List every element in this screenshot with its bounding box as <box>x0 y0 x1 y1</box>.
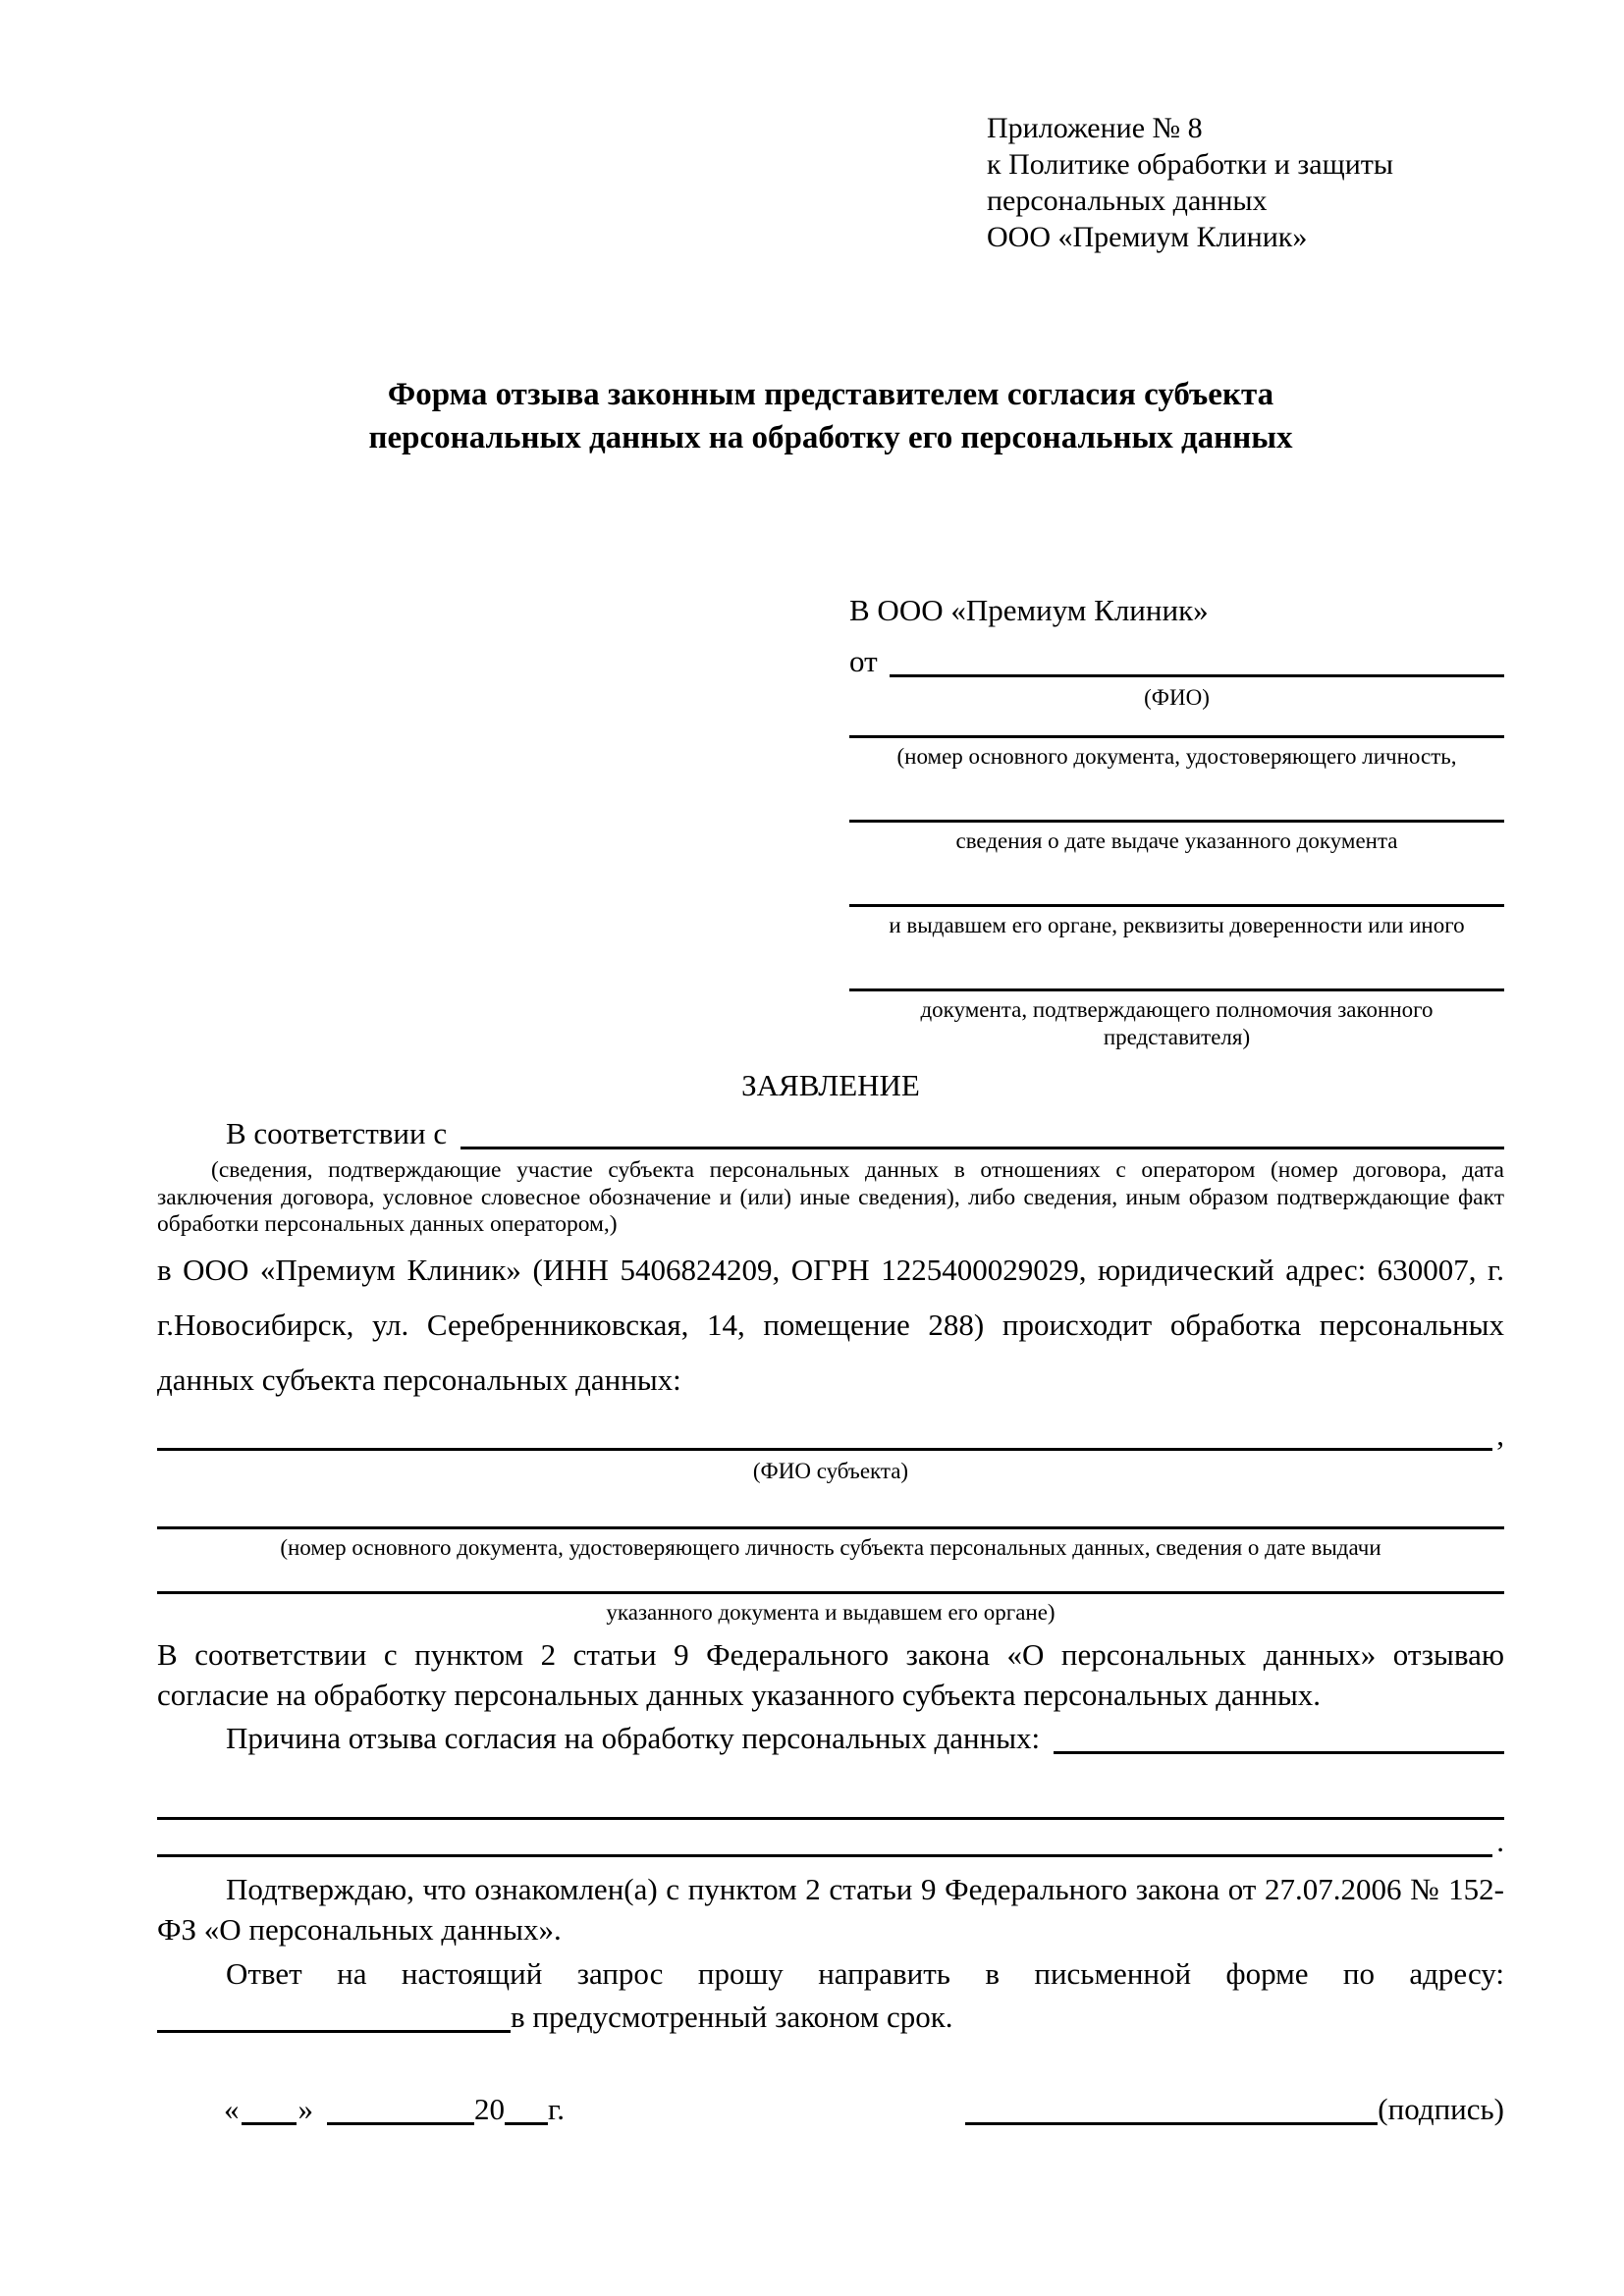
address-blank <box>157 2000 511 2033</box>
withdrawal-paragraph: В соответствии с пунктом 2 статьи 9 Федерального закона «О персональных данных» отзываю согласие на обработку персональных данных указанного субъекта персональных данных. <box>157 1636 1504 1712</box>
reason-label: Причина отзыва согласия на обработку персональных данных: <box>226 1720 1041 1755</box>
year-prefix: 20 <box>474 2091 505 2126</box>
appendix-note-line: персональных данных <box>987 185 1268 217</box>
confirmation-paragraph: Подтверждаю, что ознакомлен(а) с пунктом 2 статьи 9 Федерального закона от 27.07.2006 № 152-ФЗ «О персональных данных». <box>157 1871 1504 1947</box>
reason-blank <box>1054 1721 1504 1754</box>
intro-caption: (сведения, подтверждающие участие субъекта персональных данных в отношениях с оператором (номер договора, дата заключения договора, условное словесное обозначение и (или) иные сведения), либо сведения, иным образом подтверждающие факт обработки персональных данных оператором,) <box>157 1157 1504 1237</box>
intro-line <box>157 1116 1504 1151</box>
period-text: . <box>1496 1823 1504 1858</box>
field-caption: и выдавшем его органе, реквизиты доверенности или иного <box>889 913 1465 937</box>
reply-intro: Ответ на настоящий запрос прошу направить в письменной форме по адресу: <box>226 1955 1504 1991</box>
reason-continuation-blank <box>157 1817 1504 1820</box>
reply-address-line <box>157 2000 1504 2035</box>
subject-fio-caption: (ФИО субъекта) <box>752 1458 909 1483</box>
reason-line <box>157 1721 1504 1756</box>
reason-continuation-blank-2 <box>157 1824 1492 1857</box>
subject-fio-blank <box>157 1417 1492 1451</box>
appendix-note-line: к Политике обработки и защиты <box>987 148 1394 181</box>
signature-line <box>965 2092 1504 2127</box>
signature-blank <box>965 2092 1378 2125</box>
operator-paragraph: в ООО «Премиум Клиник» (ИНН 5406824209, ОГРН 1225400029029, юридический адрес: 630007, г. г.Новосибирск, ул. Серебренниковская, 14, помещение 288) происходит обработка персональных данных субъекта персональных данных: <box>157 1252 1504 1397</box>
date-signature-row <box>157 2092 1504 2127</box>
statement-heading: ЗАЯВЛЕНИЕ <box>741 1068 920 1102</box>
close-quote: » <box>298 2091 313 2126</box>
field-caption: (номер основного документа, удостоверяющего личность, <box>896 744 1457 769</box>
open-quote: « <box>224 2091 240 2126</box>
signature-caption: (подпись) <box>1378 2091 1504 2126</box>
month-blank <box>327 2092 474 2125</box>
fio-caption: (ФИО) <box>1144 685 1210 710</box>
subject-fio-line <box>157 1417 1504 1453</box>
reason-continuation-line2 <box>157 1824 1504 1859</box>
year-blank <box>505 2092 548 2125</box>
field-caption: сведения о дате выдаче указанного документа <box>955 828 1398 853</box>
from-line <box>849 644 1504 679</box>
subject-document-caption: (номер основного документа, удостоверяющего личность субъекта персональных данных, сведения о дате выдачи <box>280 1534 1381 1560</box>
day-blank <box>242 2092 297 2125</box>
recipient-block <box>849 593 1504 1051</box>
recipient-organization: В ООО «Премиум Клиник» <box>849 593 1209 627</box>
page-title <box>157 373 1504 459</box>
reply-tail: в предусмотренный законом срок. <box>511 1999 953 2034</box>
intro-label: В соответствии с <box>226 1116 448 1150</box>
subject-comma: , <box>1496 1416 1504 1452</box>
from-name-blank <box>890 644 1504 677</box>
from-label: от <box>849 644 878 678</box>
page-title-line: персональных данных на обработку его персональных данных <box>368 420 1293 455</box>
appendix-note <box>987 110 1504 255</box>
appendix-note-line: ООО «Премиум Клиник» <box>987 221 1308 253</box>
year-suffix: г. <box>548 2091 565 2126</box>
intro-blank <box>460 1116 1504 1149</box>
date-line <box>224 2092 565 2127</box>
page-title-line: Форма отзыва законным представителем согласия субъекта <box>387 377 1274 412</box>
appendix-note-line: Приложение № 8 <box>987 112 1203 144</box>
subject-document-caption-2: указанного документа и выдавшем его органе) <box>606 1599 1056 1625</box>
field-caption: документа, подтверждающего полномочия законного представителя) <box>920 997 1434 1049</box>
